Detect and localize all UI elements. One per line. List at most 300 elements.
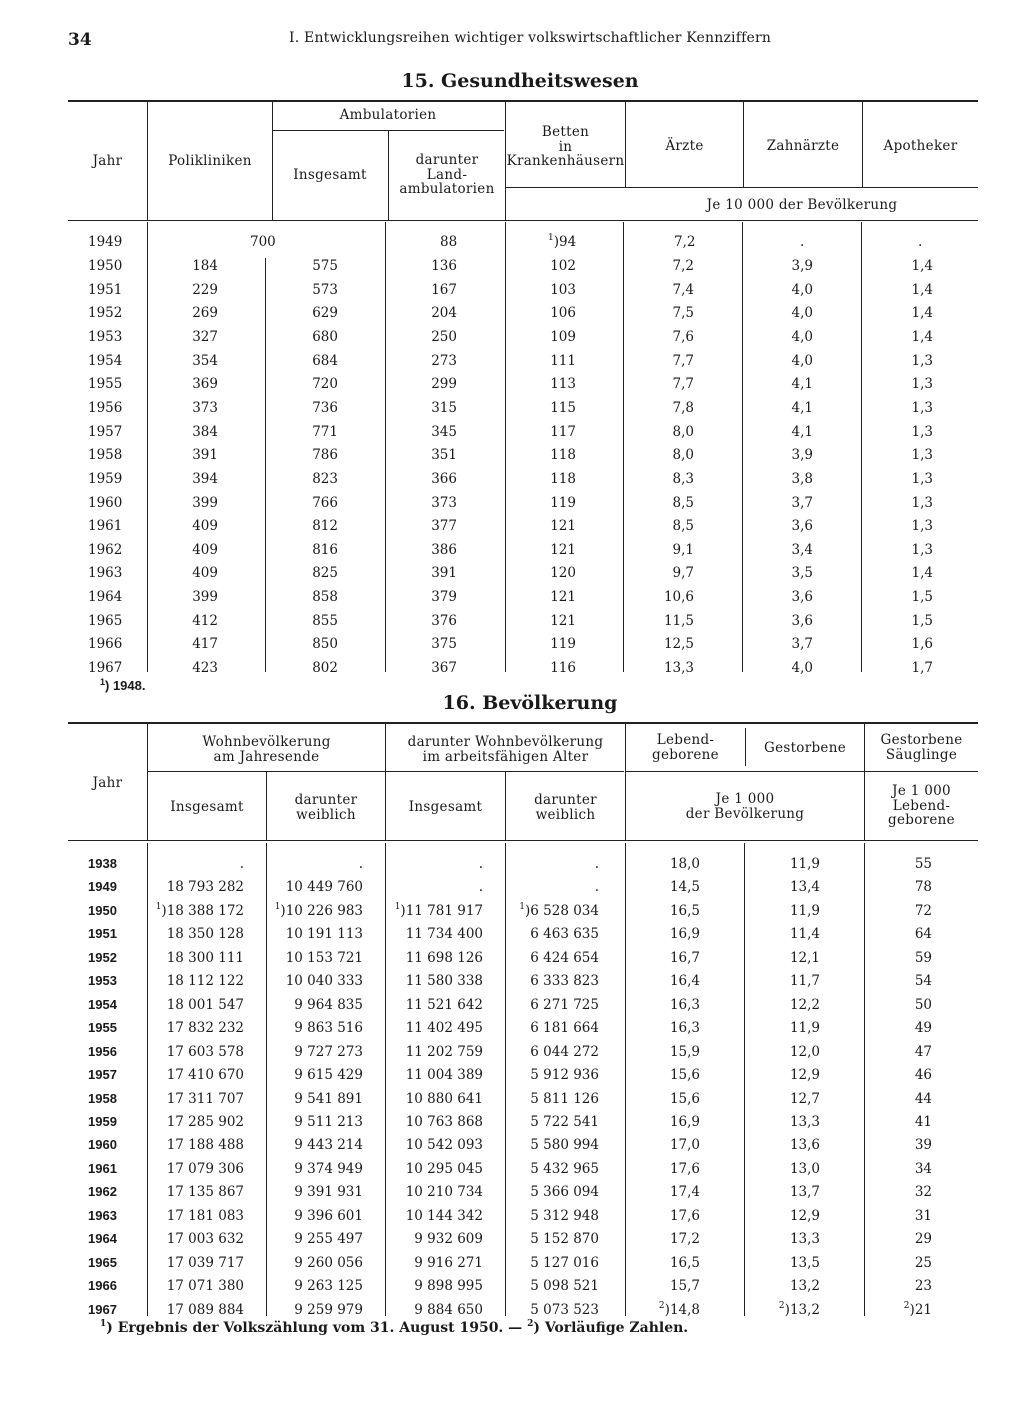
table-cell: [519, 903, 599, 919]
vline: [505, 222, 506, 672]
table-cell: 7,7: [672, 376, 694, 393]
table-cell: 16,3: [669, 1020, 700, 1037]
header-arbeitsfaehig: [386, 735, 625, 764]
table-cell: 9 932 609: [414, 1231, 483, 1248]
table-cell: 766: [312, 494, 338, 511]
cell-jahr: 1951: [88, 926, 117, 942]
table-cell: [779, 1302, 820, 1318]
table-cell: 5 722 541: [530, 1113, 599, 1130]
header-gestorbene: Gestorbene: [763, 740, 847, 756]
header-line: weiblich: [296, 806, 356, 823]
table-cell: 106: [550, 305, 576, 322]
table-cell: 136: [431, 258, 457, 274]
table-cell: 4,0: [791, 660, 813, 677]
table-cell: 3,6: [791, 589, 813, 606]
header-line: Lebend-: [656, 732, 715, 748]
table-cell: 9 263 125: [294, 1278, 363, 1295]
table-cell: 12,2: [789, 996, 820, 1013]
table-cell: 17 603 578: [166, 1043, 244, 1060]
table-cell: 816: [312, 541, 338, 558]
table-cell: 121: [550, 541, 576, 558]
table-cell: 17 410 670: [166, 1067, 244, 1084]
footnote-marker: 1: [519, 901, 525, 912]
table-cell: 8,5: [672, 494, 694, 511]
table-cell: 250: [431, 328, 457, 345]
header-line: weiblich: [535, 806, 596, 823]
header-line: der Bevölkerung: [685, 805, 805, 822]
footnote-marker: 1: [394, 901, 401, 912]
table-cell: 399: [192, 589, 218, 606]
table-cell: 7,7: [672, 352, 694, 369]
table-cell: 8,5: [672, 518, 694, 535]
cell-value: 13,2: [789, 1301, 820, 1318]
table-cell: 409: [192, 541, 218, 558]
table-cell: 8,0: [672, 447, 694, 464]
cell-aerzte: 7,2: [674, 234, 696, 250]
table-cell: 16,9: [669, 1113, 700, 1130]
table-cell: 229: [192, 281, 218, 298]
table-cell: 167: [431, 281, 457, 298]
footnote-text: ) Vorläufige Zahlen.: [533, 1320, 689, 1336]
table-cell: 64: [914, 926, 932, 943]
table-cell: 1,3: [911, 470, 933, 487]
table-cell: 9 884 650: [414, 1301, 483, 1318]
table-cell: 11 004 389: [405, 1067, 483, 1084]
cell-jahr: 1962: [88, 541, 123, 558]
table-cell: 16,4: [669, 973, 700, 990]
footnote-marker: 1: [548, 233, 554, 243]
table-cell: 1,3: [911, 541, 933, 558]
table-cell: 119: [550, 494, 576, 511]
table-cell: 39: [914, 1137, 932, 1154]
cell-jahr: 1967: [88, 660, 123, 677]
table-cell: 771: [312, 423, 338, 440]
table-cell: 9 396 601: [294, 1207, 363, 1224]
table-cell: 5 073 523: [530, 1301, 599, 1318]
cell-jahr: 1956: [88, 1043, 117, 1059]
vline: [864, 843, 865, 1316]
table-cell: 9,1: [672, 541, 694, 558]
table-cell: 351: [431, 447, 457, 464]
footnote-marker: 2: [658, 1300, 665, 1311]
table-cell: 1,4: [911, 281, 933, 298]
table-cell: 59: [914, 949, 932, 966]
table-cell: 377: [431, 518, 457, 535]
table-cell: 9 511 213: [294, 1113, 363, 1130]
footnote-marker: 1: [100, 677, 106, 687]
table-cell: 6 333 823: [530, 973, 599, 990]
table-cell: 10 210 734: [405, 1184, 483, 1201]
table-cell: 17 079 306: [166, 1160, 244, 1177]
table-cell: 15,9: [669, 1043, 700, 1060]
cell-jahr: 1960: [88, 1137, 117, 1153]
table-cell: 44: [914, 1090, 932, 1107]
table-cell: 327: [192, 328, 218, 345]
table-cell: 121: [550, 612, 576, 629]
table-cell: 6 044 272: [530, 1043, 599, 1060]
table-cell: 11 698 126: [405, 949, 483, 966]
table-cell: 391: [431, 565, 457, 582]
table-cell: 12,9: [789, 1207, 820, 1224]
table-cell: 17,2: [669, 1231, 700, 1248]
cell-jahr: 1955: [88, 376, 123, 393]
cell-jahr: 1953: [88, 973, 117, 989]
table-cell: 1,4: [911, 305, 933, 322]
table-cell: 46: [914, 1067, 932, 1084]
table-cell: 15,6: [669, 1090, 700, 1107]
table-cell: 184: [192, 258, 218, 274]
table-cell: 10 153 721: [285, 949, 363, 966]
cell-jahr: 1949: [88, 879, 117, 895]
table-cell: 8,0: [672, 423, 694, 440]
header-line: geborene: [888, 812, 955, 828]
cell-jahr: 1959: [88, 1113, 117, 1129]
cell-jahr: 1938: [88, 856, 117, 871]
cell-jahr: 1954: [88, 996, 117, 1012]
table-cell: 417: [192, 636, 218, 653]
table-cell: 116: [550, 660, 576, 677]
table-cell: 1,3: [911, 518, 933, 535]
table-cell: 5 312 948: [530, 1207, 599, 1224]
table-cell: 9 260 056: [294, 1254, 363, 1271]
header-line: Krankenhäusern: [506, 153, 625, 169]
table-cell: 17 003 632: [166, 1231, 244, 1248]
table-cell: 17 188 488: [166, 1137, 244, 1154]
cell-jahr: 1957: [88, 423, 123, 440]
footnote-paren: ): [664, 1301, 670, 1318]
table-cell: 78: [914, 879, 932, 896]
table-cell: [156, 903, 244, 919]
header-zahnaerzte: Zahnärzte: [766, 138, 840, 154]
table-cell: 409: [192, 565, 218, 582]
table-cell: 5 366 094: [530, 1184, 599, 1201]
table-cell: 4,0: [791, 281, 813, 298]
table-cell: 9 374 949: [294, 1160, 363, 1177]
table-cell: 15,7: [669, 1278, 700, 1295]
table-cell: .: [358, 856, 363, 872]
footnote-paren: ): [784, 1301, 790, 1318]
vline: [623, 222, 624, 672]
table-cell: 11,4: [789, 926, 820, 943]
vline: [385, 843, 386, 1316]
table-cell: 1,3: [911, 423, 933, 440]
table15-footnote: [100, 678, 146, 693]
table-cell: 3,8: [791, 470, 813, 487]
header-lebendgeborene: [626, 733, 745, 762]
header-line: Wohnbevölkerung: [202, 734, 331, 750]
table-cell: 5 152 870: [530, 1231, 599, 1248]
table16-header-rule: [68, 840, 978, 841]
table-cell: 9 391 931: [294, 1184, 363, 1201]
table-cell: 17 135 867: [166, 1184, 244, 1201]
footnote-text: ) Ergebnis der Volkszählung vom 31. August 1950. —: [106, 1320, 528, 1336]
footnote-paren: ): [161, 902, 167, 919]
header-line: Je 1 000: [715, 791, 775, 807]
table-cell: 17,4: [669, 1184, 700, 1201]
table-cell: 17 311 707: [166, 1090, 244, 1107]
table-cell: [659, 1302, 700, 1318]
table-cell: 3,7: [791, 494, 813, 511]
table-cell: 373: [431, 494, 457, 511]
table-cell: 17,6: [669, 1207, 700, 1224]
table-cell: 5 432 965: [530, 1160, 599, 1177]
table-cell: 10 295 045: [405, 1160, 483, 1177]
cell-jahr: 1949: [88, 234, 123, 250]
table-cell: 1,4: [911, 565, 933, 582]
table-cell: 3,6: [791, 518, 813, 535]
table-cell: 3,9: [791, 447, 813, 464]
header-wohnbevoelkerung: [148, 735, 385, 764]
cell-land: 88: [440, 234, 458, 250]
table-cell: 4,0: [791, 328, 813, 345]
cell-jahr: 1957: [88, 1067, 117, 1083]
cell-betten: [548, 234, 576, 250]
table-cell: 269: [192, 305, 218, 322]
table-cell: 9 443 214: [294, 1137, 363, 1154]
cell-jahr: 1950: [88, 258, 123, 274]
page-number: 34: [68, 30, 92, 50]
header-landambulatorien: [389, 153, 505, 197]
table-cell: 4,1: [791, 376, 813, 393]
table-cell: 812: [312, 518, 338, 535]
header-aerzte: Ärzte: [665, 138, 704, 154]
footnote-marker: 2: [903, 1300, 910, 1311]
table-cell: 17 089 884: [166, 1301, 244, 1318]
table-cell: 12,7: [789, 1090, 820, 1107]
table-cell: 3,7: [791, 636, 813, 653]
header-line: geborene: [652, 746, 719, 763]
vline: [505, 843, 506, 1316]
table-cell: 120: [550, 565, 576, 582]
footnote-marker: 2: [527, 1319, 534, 1329]
table-cell: 367: [431, 660, 457, 677]
header-apotheker: Apotheker: [883, 138, 958, 154]
table-cell: 9 727 273: [294, 1043, 363, 1060]
header-jahr: Jahr: [92, 153, 123, 169]
header-line: darunter: [294, 792, 358, 808]
cell-jahr: 1961: [88, 1160, 117, 1176]
header-line: Je 1 000: [892, 783, 951, 799]
vline: [147, 843, 148, 1316]
table-cell: 1,5: [911, 589, 933, 606]
cell-jahr: 1966: [88, 636, 123, 653]
table-cell: 7,5: [672, 305, 694, 322]
footnote-paren: ): [909, 1301, 915, 1318]
table-cell: 121: [550, 589, 576, 606]
table-cell: 6 463 635: [530, 926, 599, 943]
table-cell: 17 039 717: [166, 1254, 244, 1271]
table-cell: 1,3: [911, 494, 933, 511]
header-je-1000-leb: [865, 784, 978, 828]
cell-value: 10 226 983: [285, 902, 363, 919]
footnote-marker: 1: [100, 1319, 107, 1329]
table-cell: 629: [312, 305, 338, 322]
header-insgesamt-2: Insgesamt: [408, 799, 483, 815]
table-cell: 17 181 083: [166, 1207, 244, 1224]
table-cell: 3,9: [791, 258, 813, 274]
table-cell: .: [594, 856, 599, 872]
footnote-paren: ): [280, 902, 286, 919]
table-cell: 6 271 725: [530, 996, 599, 1013]
table-cell: 684: [312, 352, 338, 369]
vline: [265, 258, 266, 672]
table-cell: 720: [312, 376, 338, 393]
table-cell: 9 541 891: [294, 1090, 363, 1107]
table-cell: 11,5: [663, 612, 694, 629]
table-cell: 11 521 642: [405, 996, 483, 1013]
cell-jahr: 1962: [88, 1184, 117, 1200]
table-cell: 386: [431, 541, 457, 558]
table-cell: 391: [192, 447, 218, 464]
table-cell: 13,3: [663, 660, 694, 677]
table-cell: .: [478, 879, 483, 896]
table-cell: .: [239, 856, 244, 872]
header-jahr: Jahr: [92, 775, 123, 791]
header-line: ambulatorien: [399, 181, 495, 197]
table-cell: 14,5: [669, 879, 700, 896]
cell-apo: .: [918, 234, 923, 250]
table-cell: 366: [431, 470, 457, 487]
table-cell: [275, 903, 363, 919]
table-cell: 49: [914, 1020, 932, 1037]
cell-jahr: 1961: [88, 518, 123, 535]
table-cell: 17 071 380: [166, 1278, 244, 1295]
table-cell: 117: [550, 423, 576, 440]
table-cell: 12,9: [789, 1067, 820, 1084]
table-cell: 204: [431, 305, 457, 322]
table-cell: 13,3: [789, 1113, 820, 1130]
table-cell: 412: [192, 612, 218, 629]
footnote-text: ) 1948.: [105, 678, 146, 693]
table-cell: 72: [914, 902, 932, 919]
table-cell: 11,9: [789, 1020, 820, 1037]
vline: [744, 843, 745, 1316]
header-line: am Jahresende: [213, 748, 320, 765]
table-cell: 41: [914, 1113, 932, 1130]
table-cell: 850: [312, 636, 338, 653]
table-cell: 345: [431, 423, 457, 440]
cell-jahr: 1954: [88, 352, 123, 369]
table-cell: 11 580 338: [405, 973, 483, 990]
table-cell: 23: [914, 1278, 932, 1295]
table-cell: 118: [550, 447, 576, 464]
table-cell: 5 912 936: [530, 1067, 599, 1084]
table-cell: 9 615 429: [294, 1067, 363, 1084]
table-cell: 32: [914, 1184, 932, 1201]
table-cell: 34: [914, 1160, 932, 1177]
table-cell: 16,3: [669, 996, 700, 1013]
table-cell: 1,5: [911, 612, 933, 629]
table-cell: 8,3: [672, 470, 694, 487]
table-cell: 573: [312, 281, 338, 298]
table-cell: 4,0: [791, 352, 813, 369]
table-cell: 9,7: [672, 565, 694, 582]
table-cell: 102: [550, 258, 576, 274]
cell-jahr: 1958: [88, 1090, 117, 1106]
table-cell: 10 763 868: [405, 1113, 483, 1130]
table-cell: 10 040 333: [285, 973, 363, 990]
header-line: Land-: [426, 166, 468, 183]
header-line: im arbeitsfähigen Alter: [422, 748, 589, 765]
cell-jahr: 1959: [88, 470, 123, 487]
table-cell: 13,3: [789, 1231, 820, 1248]
table-cell: 17 832 232: [166, 1020, 244, 1037]
vline: [147, 222, 148, 672]
table-cell: 9 916 271: [414, 1254, 483, 1271]
table-cell: 394: [192, 470, 218, 487]
table-cell: 11,9: [789, 902, 820, 919]
cell-jahr: 1965: [88, 1254, 117, 1270]
table-cell: 1,6: [911, 636, 933, 653]
table-cell: 10 449 760: [285, 879, 363, 896]
header-polikliniken: Polikliniken: [168, 153, 252, 169]
header-line: Lebend-: [892, 797, 951, 814]
table-cell: 12,1: [789, 949, 820, 966]
table-cell: 11,7: [789, 973, 820, 990]
header-line: Gestorbene: [880, 732, 963, 748]
cell-jahr: 1953: [88, 328, 123, 345]
table-cell: 1,3: [911, 376, 933, 393]
running-head: I. Entwicklungsreihen wichtiger volkswirtschaftlicher Kennziffern: [289, 30, 772, 46]
table-cell: 3,5: [791, 565, 813, 582]
table-cell: 1,3: [911, 352, 933, 369]
table-cell: 373: [192, 399, 218, 416]
cell-jahr: 1964: [88, 589, 123, 606]
header-line: Säuglinge: [885, 746, 958, 763]
table-cell: 18 793 282: [166, 879, 244, 896]
header-line: in: [558, 138, 573, 155]
table-cell: 29: [914, 1231, 932, 1248]
table-cell: 18,0: [669, 856, 700, 872]
table16-subrule-right: [626, 771, 978, 772]
table-cell: 376: [431, 612, 457, 629]
vline: [742, 222, 743, 672]
table-cell: 7,4: [672, 281, 694, 298]
table-cell: 9 898 995: [414, 1278, 483, 1295]
header-betten: [506, 125, 625, 169]
table-cell: 103: [550, 281, 576, 298]
header-ambulatorien: Ambulatorien: [339, 107, 437, 123]
table-cell: 16,5: [669, 902, 700, 919]
cell-zahn: .: [800, 234, 805, 250]
table-cell: 5 098 521: [530, 1278, 599, 1295]
footnote-marker: 2: [778, 1300, 785, 1311]
table-cell: 17 285 902: [166, 1113, 244, 1130]
table-cell: .: [594, 879, 599, 896]
table-cell: 10 191 113: [285, 926, 363, 943]
table16-top-rule: [68, 722, 978, 724]
table16-footnote: [100, 1320, 688, 1336]
table-cell: 5 811 126: [530, 1090, 599, 1107]
table-cell: 379: [431, 589, 457, 606]
cell-jahr: 1955: [88, 1020, 117, 1036]
table-cell: 31: [914, 1207, 932, 1224]
table-cell: 11 402 495: [405, 1020, 483, 1037]
table16-title: 16. Bevölkerung: [442, 692, 618, 714]
table-cell: 369: [192, 376, 218, 393]
table-cell: 115: [550, 399, 576, 416]
table-cell: 16,7: [669, 949, 700, 966]
table-cell: 16,9: [669, 926, 700, 943]
table-cell: 18 350 128: [166, 926, 244, 943]
table-cell: [395, 903, 483, 919]
table-cell: 15,6: [669, 1067, 700, 1084]
cell-value: 11 781 917: [405, 902, 483, 919]
table-cell: 4,0: [791, 305, 813, 322]
table-cell: 823: [312, 470, 338, 487]
table-cell: 13,2: [789, 1278, 820, 1295]
vline: [861, 222, 862, 672]
